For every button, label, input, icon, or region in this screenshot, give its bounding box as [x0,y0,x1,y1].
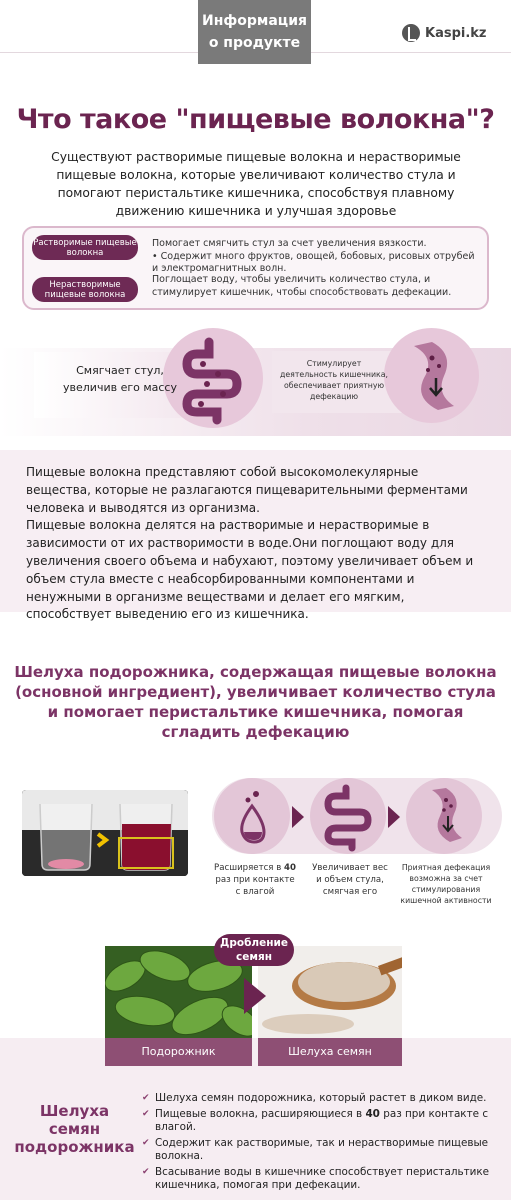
step-expand-number: 40 [284,863,296,873]
kaspi-logo-icon [402,24,420,42]
intro-text: Существуют растворимые пищевые волокна и нерастворимые пищевые волокна, которые увеличивают количество стула и помогают перистальтике кишечника, способствуя плавному движению кишечника и улучшая здоровье [51,150,461,218]
benefits-list [142,1092,492,1195]
list-item-number: 40 [365,1107,380,1120]
fiber-description-p2: Пищевые волокна делятся на растворимые и нерастворимые в зависимости от их растворимости в воде.Они поглощают воду для увеличения своего объема и набухают, поэтому увеличивает объем и объем стула вместе с неабсорбированными компонентами и ненужными в организме веществами и делает его мягким, способствует выведению его из кишечника. [26,518,474,622]
process-stimulate-text: Стимулирует деятельность кишечника, обеспечивает приятную дефекацию [279,359,388,401]
step-expand-text-b: раз при контакте с влагой [215,875,295,897]
list-item [142,1108,492,1135]
page-title: Что такое "пищевые волокна"? [16,104,495,135]
intestine-small-icon [310,778,386,854]
psyllium-heading: Шелуха подорожника, содержащая пищевые волокна (основной ингредиент), увеличивает количество стула и помогает перистальтике кишечника, помогая сгладить дефекацию [14,663,497,741]
beaker-photo [22,790,188,876]
insoluble-fiber-pill: Нерастворимые пищевые волокна [32,277,138,302]
fiber-description-p1: Пищевые волокна представляют собой высокомолекулярные вещества, которые не разлагаются пищеварительными ферментами человека и выводятся из организма. [26,465,468,515]
soluble-fiber-desc [152,238,482,276]
footer-band-top [0,1038,511,1068]
product-info-tab[interactable]: Информация о продукте [198,0,311,64]
soluble-fiber-pill: Растворимые пищевые волокна [32,235,138,260]
step-colon-circle [406,778,482,854]
brand-logo[interactable] [402,24,487,42]
step-volume-caption: Увеличивает вес и объем стула, смягчая его [312,863,388,897]
process-arrow-icon [244,978,266,1014]
step-defecation-caption: Приятная дефекация возможна за счет стимулирования кишечной активности [400,863,492,905]
colon-circle [384,328,479,423]
crushing-badge: Дробление семян [214,934,294,966]
brand-name: Kaspi.kz [425,25,487,41]
water-drop-icon [214,778,290,854]
list-item-text-a: Пищевые волокна, расширяющиеся в [155,1107,366,1120]
soluble-desc-line: Помогает смягчить стул за счет увеличения вязкости. [152,238,427,249]
step-intestine-circle [310,778,386,854]
process-soften-text: Смягчает стул, увеличив его массу [63,364,177,394]
list-item-text-b: раз при контакте с влагой. [155,1107,489,1133]
step-arrow-1-icon [292,806,304,828]
step-expand-circle [214,778,290,854]
footer-heading: Шелуха семян подорожника [14,1102,135,1156]
step-expand-text-a: Расширяется в [214,863,284,873]
list-item: ✔ Содержит как растворимые, так и нерастворимые пищевые волокна. [142,1137,492,1164]
colon-small-icon [406,778,482,854]
step-expand-caption [212,862,298,898]
plantain-label: Подорожник [105,1038,252,1066]
list-item: ✔ Всасывание воды в кишечнике способствует перистальтике кишечника, помогая при дефекации. [142,1166,492,1193]
soluble-desc-line: • Содержит много фруктов, овощей, бобовых, рисовых отрубей и электромагнитных волн. [152,250,475,274]
fiber-description [26,464,486,624]
beaker-image [22,790,188,876]
list-item: ✔ Шелуха семян подорожника, который растет в диком виде. [142,1092,492,1106]
husk-label: Шелуха семян [258,1038,402,1066]
colon-arrow-icon [384,328,479,423]
insoluble-fiber-desc: Поглощает воду, чтобы увеличить количество стула, и стимулирует кишечник, чтобы способствовать дефекации. [152,274,452,298]
step-arrow-2-icon [388,806,400,828]
